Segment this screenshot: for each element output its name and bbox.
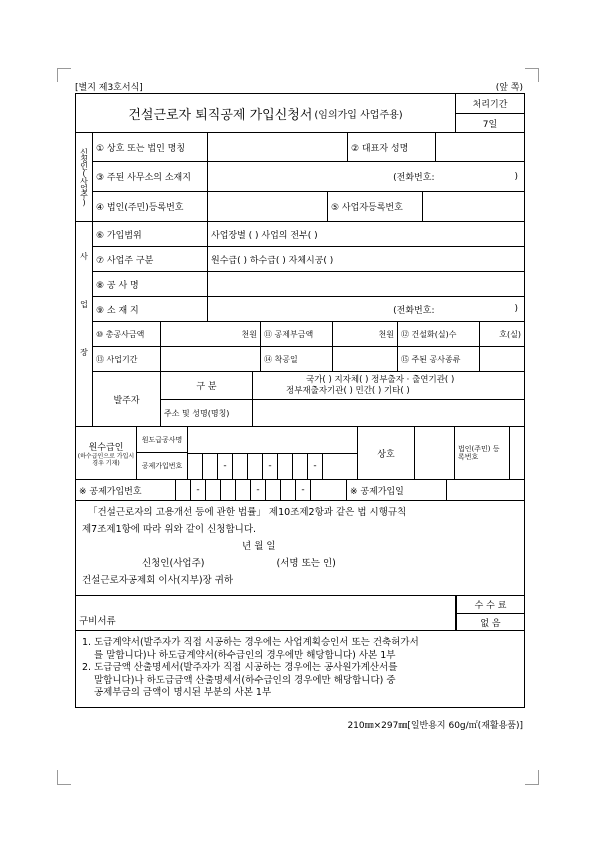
prime-deduct-no-field[interactable]: - - -	[188, 454, 357, 480]
business-period-label: ⑬ 사업기간	[93, 347, 161, 371]
main-work-kind-field[interactable]	[480, 347, 524, 371]
application-form	[75, 93, 525, 708]
prime-reg-label: 법인(주민) 등록번호	[455, 427, 510, 479]
declaration-signer[interactable]: 신청인(사업주) (서명 또는 인)	[142, 558, 336, 569]
doc-item-2: 2. 도급금액 산출명세서(발주자가 직접 시공하는 경우에는 공사원가계산서를	[82, 662, 398, 673]
site-section-label: 사업장	[76, 222, 93, 426]
total-cost-label: ⑩ 총공사금액	[93, 322, 161, 346]
machine-count-label: ⑫ 건설화(실)수	[398, 322, 480, 346]
total-cost-field[interactable]: 천원	[161, 322, 261, 346]
form-title: 건설근로자 퇴직공제 가입신청서 (임의가입 사업주용)	[76, 94, 456, 132]
registration-number-label: ④ 법인(주민)등록번호	[93, 192, 208, 221]
prime-trade-label: 상호	[358, 427, 415, 479]
declaration-date[interactable]: 년 월 일	[242, 541, 276, 552]
site-location-field[interactable]: (전화번호: )	[393, 304, 518, 316]
fee-label: 수 수 료	[457, 596, 524, 614]
deduct-no-label: ※ 공제가입번호	[76, 480, 176, 500]
prime-trade-field[interactable]	[415, 427, 455, 479]
employer-type-label: ⑦ 사업주 구분	[93, 247, 208, 271]
processing-period: 처리기간 7일	[456, 94, 524, 132]
office-address-label: ③ 주된 사무소의 소재지	[93, 162, 208, 190]
form-number: [별지 제3호서식]	[75, 83, 143, 93]
registration-number-field[interactable]	[208, 192, 328, 221]
prime-reg-field[interactable]	[510, 427, 524, 479]
start-date-label: ⑭ 착공일	[261, 347, 333, 371]
crop-mark	[525, 784, 539, 785]
representative-label: ② 대표자 성명	[348, 133, 436, 161]
doc-item-1: 1. 도급계약서(발주자가 직접 시공하는 경우에는 사업계획승인서 또는 건축허가서	[82, 637, 419, 648]
crop-mark	[57, 770, 58, 784]
business-period-field[interactable]	[161, 347, 261, 371]
orderer-address-field[interactable]	[253, 400, 524, 426]
crop-mark	[538, 68, 539, 82]
crop-mark	[57, 68, 58, 82]
employer-type-field[interactable]: 원수급( ) 하수급( ) 자체시공( )	[211, 255, 334, 266]
crop-mark	[525, 68, 539, 69]
main-work-kind-label: ⑮ 주된 공사종류	[398, 347, 480, 371]
declaration-block	[76, 501, 524, 596]
deduct-cost-field[interactable]: 천원	[333, 322, 398, 346]
deduct-cost-label: ⑪ 공제부금액	[261, 322, 333, 346]
company-name-field[interactable]	[208, 133, 348, 161]
prime-project-field[interactable]	[188, 427, 357, 454]
declaration-addressee: 건설근로자공제회 이사(지부)장 귀하	[82, 575, 234, 586]
crop-mark	[538, 770, 539, 784]
fee-box	[456, 596, 524, 630]
fee-value: 없 음	[480, 618, 501, 629]
site-location-label: ⑨ 소 재 지	[93, 297, 208, 321]
project-name-field[interactable]	[208, 272, 524, 296]
business-number-field[interactable]	[423, 192, 524, 221]
required-docs-label: 구비서류	[76, 596, 456, 630]
required-docs-list: 1. 도급계약서(발주자가 직접 시공하는 경우에는 사업계획승인서 또는 건축허가서 를 말합니다)나 하도급계약서(하수급인의 경우에만 해당합니다) 사본 1부 2. 도급금액 산출명세서(발주자가 직접 시공하는 경우에는 공사원가계산서를 말합니다)나 하도급금액 산출명세서(하수급인의 경우에만 해당합니다) 중 공제부금의 금액이 명시된 부분의 사본 1부	[82, 637, 419, 698]
page-side: (앞 쪽)	[495, 83, 523, 93]
prime-deduct-no-label: 공제가입번호	[141, 462, 183, 470]
orderer-label: 발주자	[93, 372, 161, 426]
deduct-date-field	[447, 480, 524, 500]
declaration-line-1: 「건설근로자의 고용개선 등에 관한 법률」 제10조제2항과 같은 법 시행규칙	[88, 507, 407, 518]
paper-spec: 210㎜×297㎜[일반용지 60g/㎡(재활용품)]	[347, 721, 523, 731]
representative-field[interactable]	[436, 133, 524, 161]
orderer-address-label: 주소 및 성명(명칭)	[161, 400, 253, 426]
machine-count-field[interactable]: 호(실)	[499, 329, 521, 339]
deduct-date-label: ※ 공제가입일	[347, 480, 447, 500]
crop-mark	[57, 68, 71, 69]
orderer-category-field[interactable]: 국가( ) 지자체( ) 정부출자 · 출연기관( ) 정부재출자기관( ) 민간( ) 기타( )	[286, 374, 455, 396]
scope-field[interactable]: 사업장별 ( ) 사업의 전부( )	[211, 230, 318, 241]
project-name-label: ⑧ 공 사 명	[93, 272, 208, 296]
prime-contractor-label: 원수급인 (하수급인으로 가입시 경우 기재)	[76, 427, 137, 479]
crop-mark	[57, 784, 71, 785]
start-date-field[interactable]	[333, 347, 398, 371]
deduct-no-field: - - -	[176, 480, 347, 500]
business-number-label: ⑤ 사업자등록번호	[328, 192, 423, 221]
office-address-field[interactable]: (전화번호: )	[393, 171, 518, 184]
declaration-line-2: 제7조제1항에 따라 위와 같이 신청합니다.	[82, 524, 257, 535]
scope-label: ⑥ 가입범위	[93, 222, 208, 246]
prime-project-label: 원도급공사명	[137, 427, 187, 453]
orderer-category-label: 구 분	[161, 372, 253, 399]
applicant-section-label: 신청인(사업주)	[76, 133, 93, 221]
company-name-label: ① 상호 또는 법인 명칭	[93, 133, 208, 161]
